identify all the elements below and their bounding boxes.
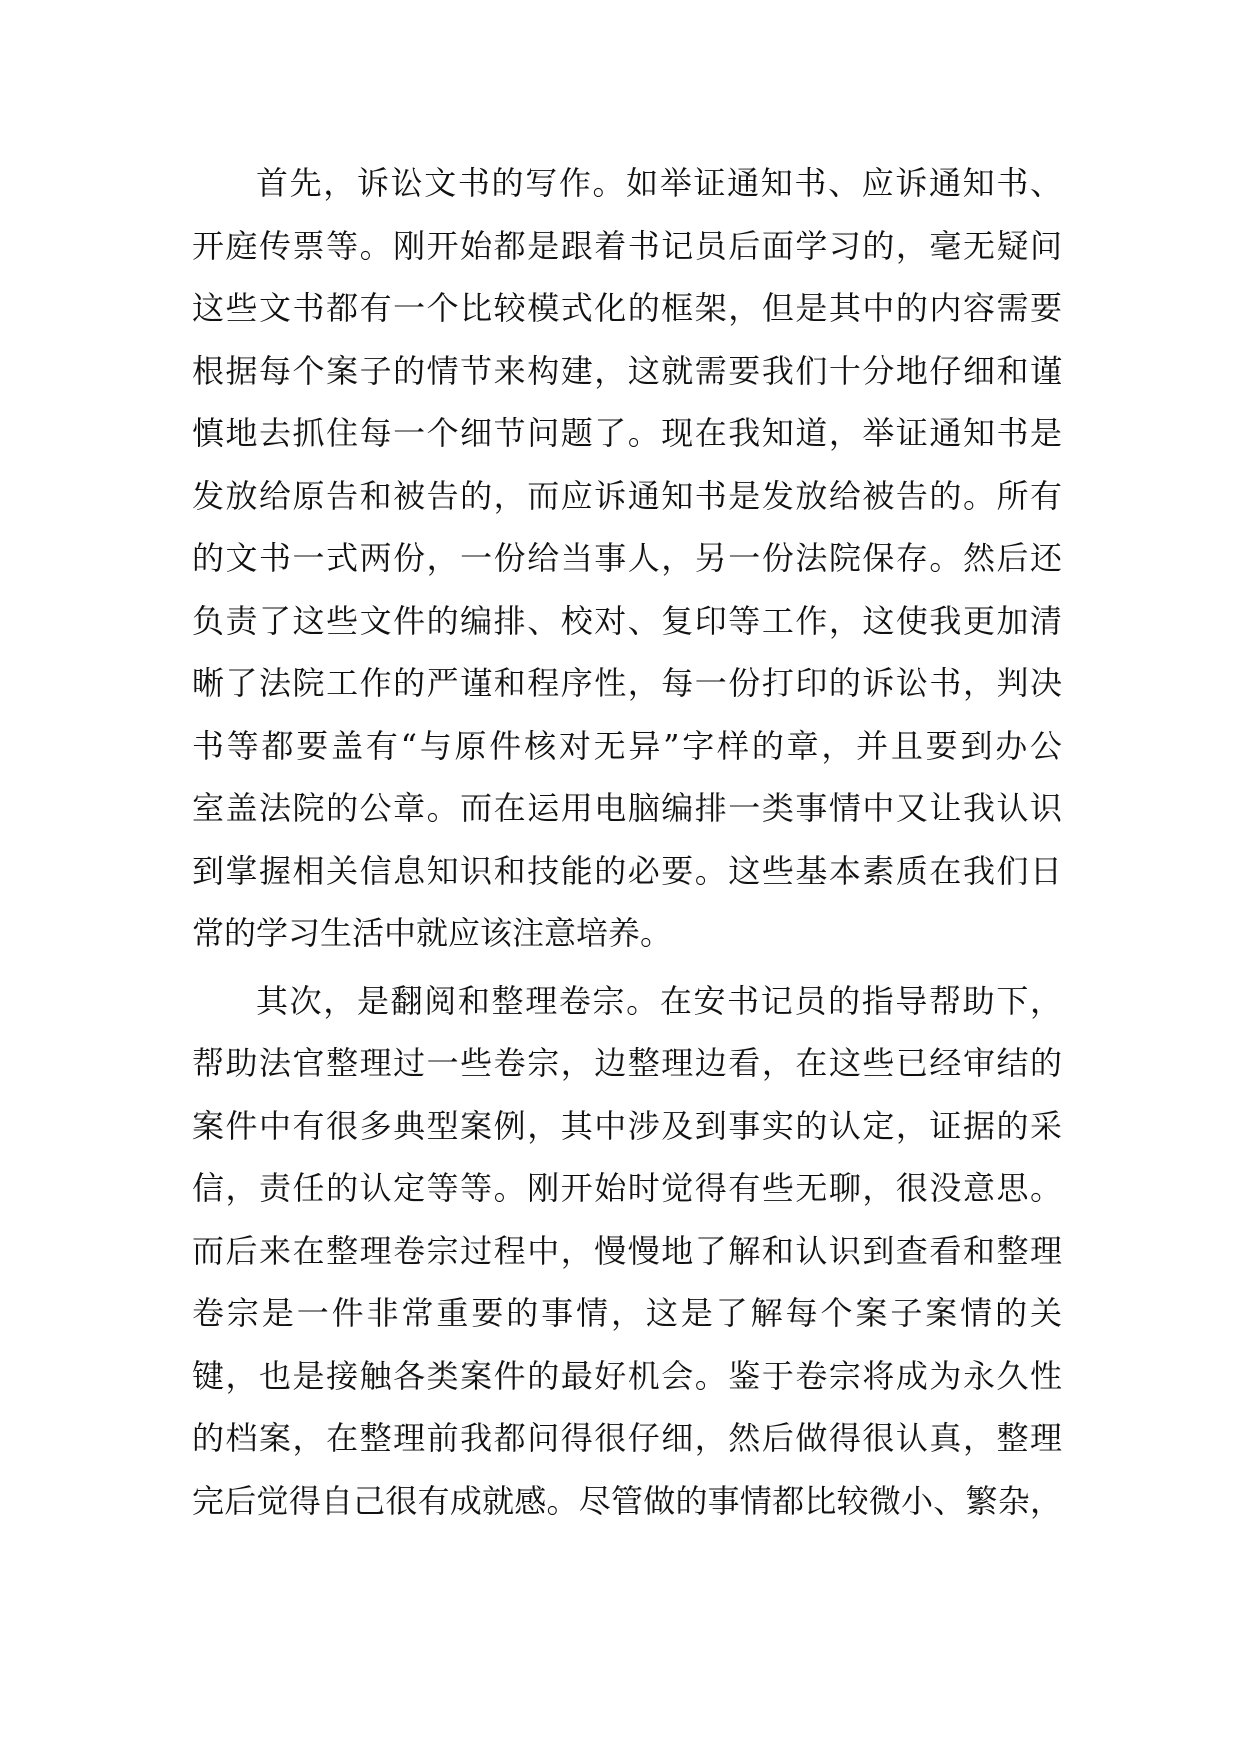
text-line: 室盖法院的公章。而在运用电脑编排一类事情中又让我认识 [192, 789, 1062, 827]
text-line: 慎地去抓住每一个细节问题了。现在我知道，举证通知书是 [192, 414, 1062, 452]
text-line: 根据每个案子的情节来构建，这就需要我们十分地仔细和谨 [192, 351, 1062, 390]
text-line: 信，责任的认定等等。刚开始时觉得有些无聊，很没意思。 [192, 1169, 1062, 1207]
text-line: 负责了这些文件的编排、校对、复印等工作，这使我更加清 [192, 601, 1062, 640]
text-line: 首先，诉讼文书的写作。如举证通知书、应诉通知书、 [256, 164, 1062, 202]
text-line: 键，也是接触各类案件的最好机会。鉴于卷宗将成为永久性 [192, 1356, 1062, 1395]
text-line: 帮助法官整理过一些卷宗，边整理边看，在这些已经审结的 [192, 1044, 1062, 1082]
text-line: 这些文书都有一个比较模式化的框架，但是其中的内容需要 [192, 289, 1062, 327]
text-line: 开庭传票等。刚开始都是跟着书记员后面学习的，毫无疑问 [192, 226, 1062, 265]
text-line: 书等都要盖有“与原件核对无异”字样的章，并且要到办公 [192, 726, 1062, 765]
text-line: 其次，是翻阅和整理卷宗。在安书记员的指导帮助下， [256, 981, 1062, 1020]
text-line: 完后觉得自己很有成就感。尽管做的事情都比较微小、繁杂， [192, 1481, 1062, 1520]
paragraph [192, 970, 1062, 1533]
text-line: 晰了法院工作的严谨和程序性，每一份打印的诉讼书，判决 [192, 664, 1062, 702]
text-line: 而后来在整理卷宗过程中，慢慢地了解和认识到查看和整理 [192, 1231, 1062, 1270]
text-line: 到掌握相关信息知识和技能的必要。这些基本素质在我们日 [192, 851, 1062, 890]
text-line: 卷宗是一件非常重要的事情，这是了解每个案子案情的关 [192, 1294, 1062, 1332]
paragraph [192, 152, 1062, 965]
text-line: 的文书一式两份，一份给当事人，另一份法院保存。然后还 [192, 539, 1062, 577]
text-line: 的档案，在整理前我都问得很仔细，然后做得很认真，整理 [192, 1419, 1062, 1457]
text-line: 发放给原告和被告的，而应诉通知书是发放给被告的。所有 [192, 476, 1062, 515]
text-line: 案件中有很多典型案例，其中涉及到事实的认定，证据的采 [192, 1106, 1062, 1145]
body-text [192, 152, 1062, 1532]
text-line: 常的学习生活中就应该注意培养。 [192, 914, 673, 952]
